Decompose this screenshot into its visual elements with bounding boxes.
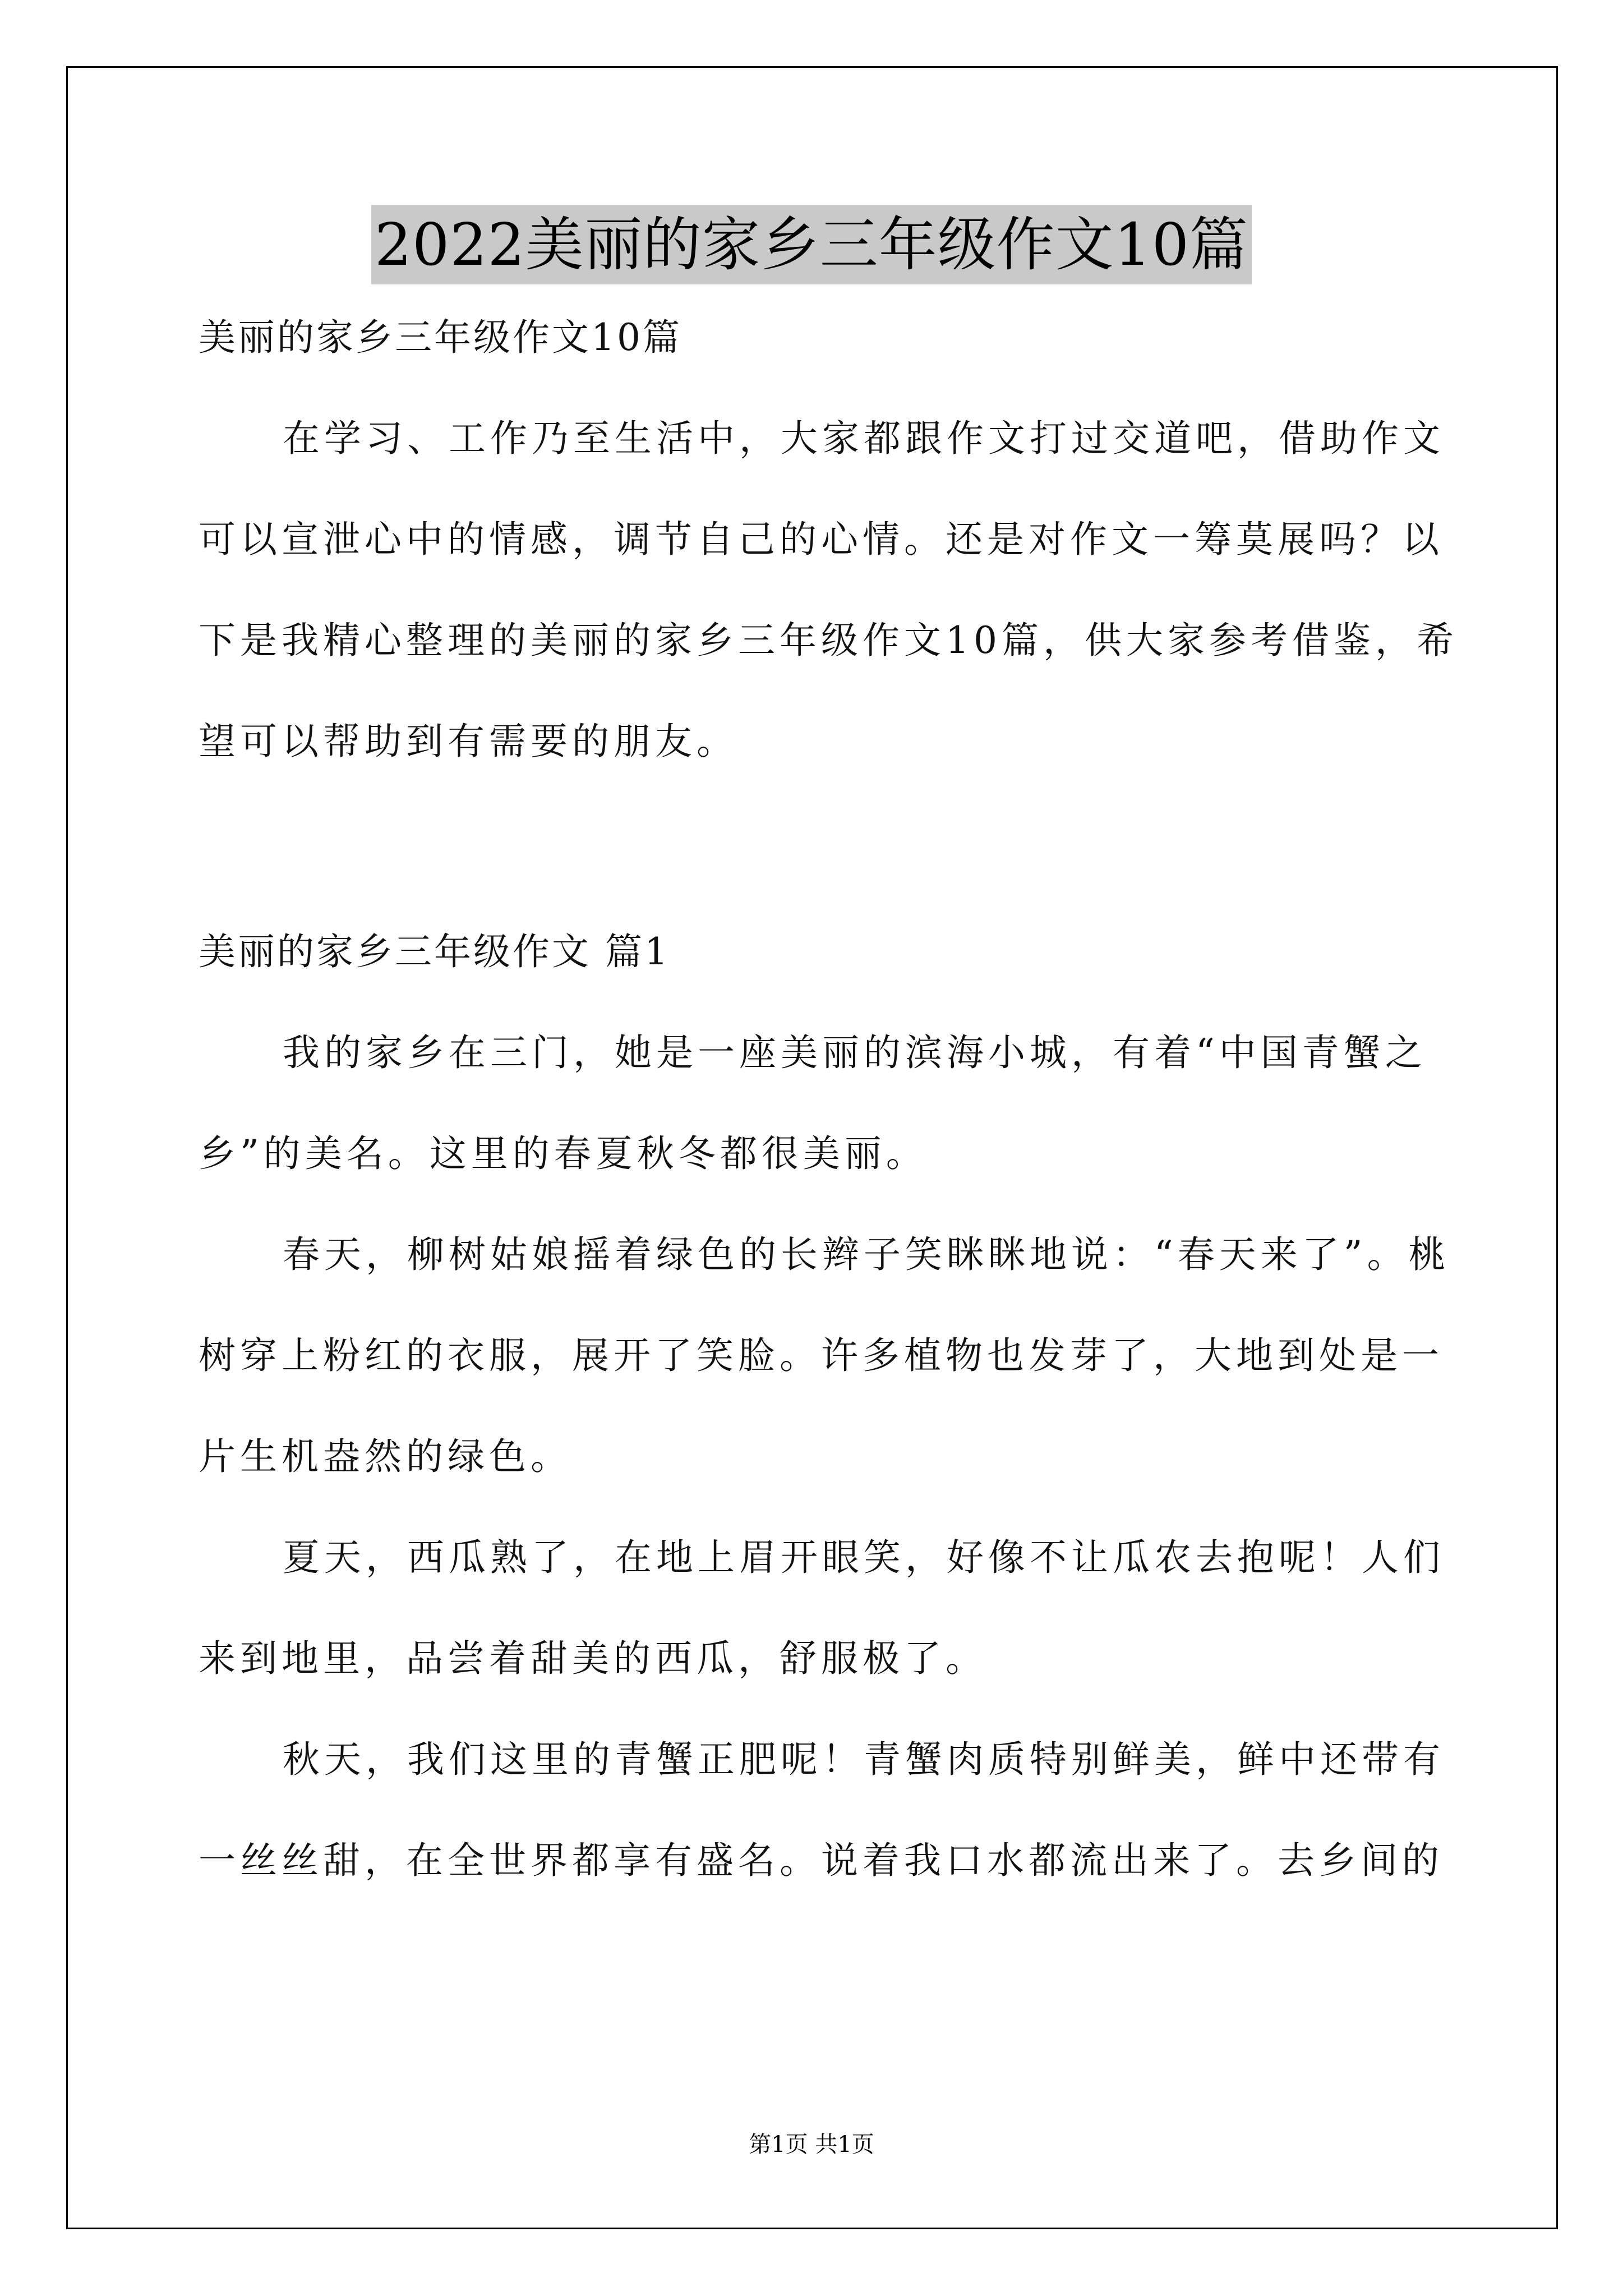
section-heading: 美丽的家乡三年级作文 篇1 bbox=[199, 930, 670, 973]
document-body bbox=[199, 315, 1458, 1883]
body-line: 树穿上粉红的衣服，展开了笑脸。许多植物也发芽了，大地到处是一 bbox=[199, 1334, 1444, 1377]
body-line: 一丝丝甜，在全世界都享有盛名。说着我口水都流出来了。去乡间的 bbox=[199, 1839, 1444, 1882]
body-line: 片生机盎然的绿色。 bbox=[199, 1435, 572, 1478]
document-title: 2022美丽的家乡三年级作文10篇 bbox=[371, 205, 1252, 284]
intro-line: 下是我精心整理的美丽的家乡三年级作文10篇，供大家参考借鉴，希 bbox=[199, 619, 1458, 662]
body-line: 乡”的美名。这里的春夏秋冬都很美丽。 bbox=[199, 1132, 928, 1175]
body-line: 秋天，我们这里的青蟹正肥呢！青蟹肉质特别鲜美，鲜中还带有 bbox=[283, 1738, 1445, 1781]
intro-line: 在学习、工作乃至生活中，大家都跟作文打过交道吧，借助作文 bbox=[283, 417, 1445, 460]
body-line: 夏天，西瓜熟了，在地上眉开眼笑，好像不让瓜农去抱呢！人们 bbox=[283, 1536, 1445, 1579]
title-container bbox=[0, 205, 1623, 284]
intro-line: 望可以帮助到有需要的朋友。 bbox=[199, 720, 738, 763]
page-footer: 第1页 共1页 bbox=[749, 2132, 874, 2157]
document-subtitle: 美丽的家乡三年级作文10篇 bbox=[199, 316, 682, 359]
body-line: 我的家乡在三门，她是一座美丽的滨海小城，有着“中国青蟹之 bbox=[283, 1031, 1427, 1074]
intro-line: 可以宣泄心中的情感，调节自己的心情。还是对作文一筹莫展吗？以 bbox=[199, 518, 1444, 561]
body-line: 春天，柳树姑娘摇着绿色的长辫子笑眯眯地说：“春天来了”。桃 bbox=[283, 1233, 1450, 1276]
body-line: 来到地里，品尝着甜美的西瓜，舒服极了。 bbox=[199, 1637, 987, 1680]
